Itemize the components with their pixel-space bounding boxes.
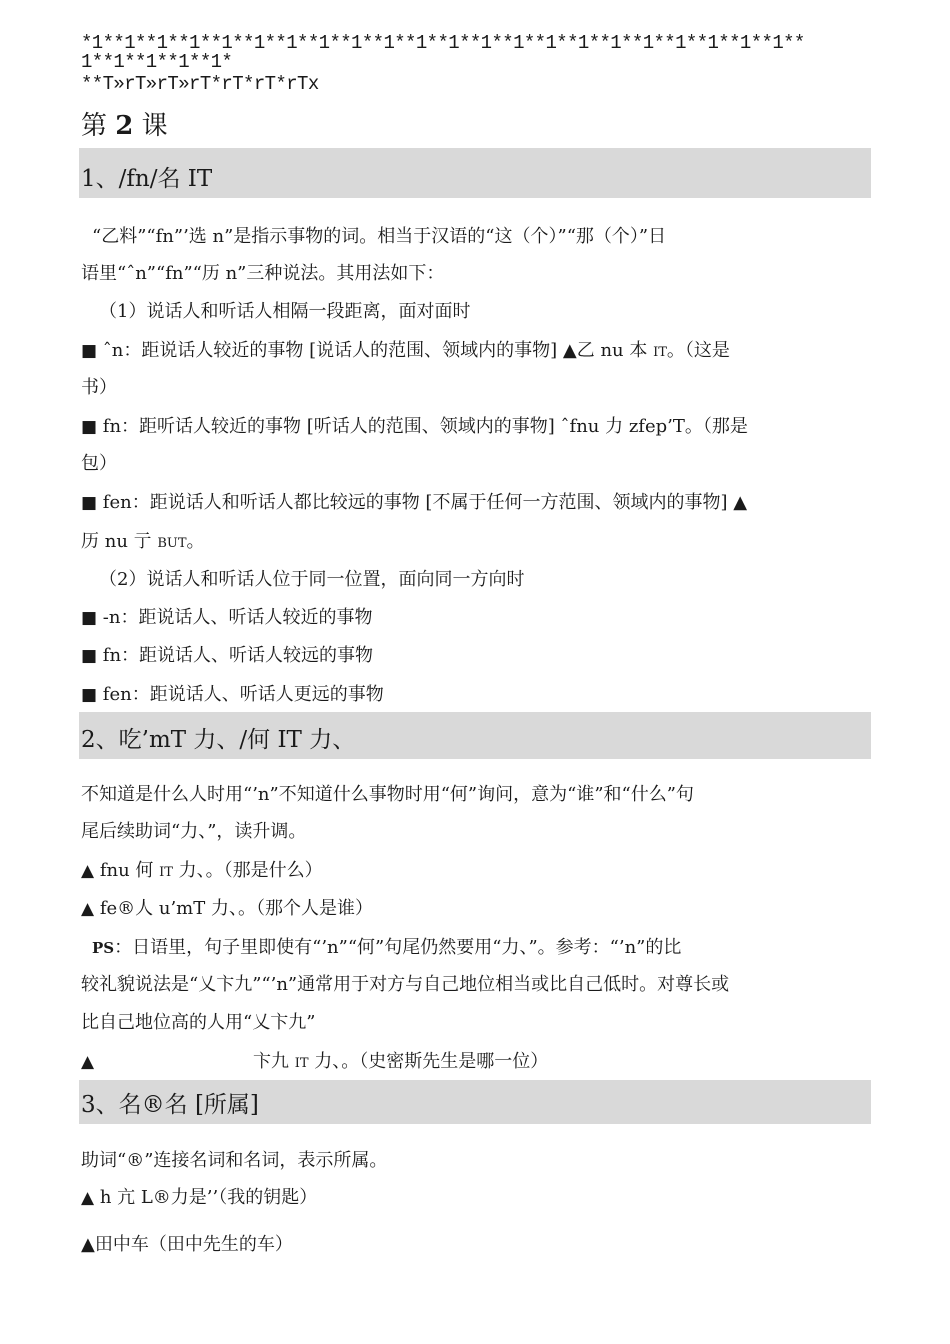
s2-para-line-2: 尾后续助词“力、”，读升调。 [81,821,307,842]
triangle-bullet-icon: ▲ [81,861,95,881]
s2-example-1 [81,860,323,884]
s3-para: 助词“®”连接名词和名词，表示所属。 [81,1150,388,1171]
s1-case-2: （2）说话人和听话人位于同一位置，面向同一方向时 [99,569,525,590]
s1-intro-line-2: 语里“ˆn”“fn”“历 n”三种说法。其用法如下： [81,263,445,284]
s3-example-1-text: h 亢 L®力是’’（我的钥匙） [99,1187,318,1208]
s3-example-1 [81,1187,317,1209]
lesson-title-prefix: 第 [81,111,116,141]
s2-example-3 [253,1051,548,1075]
s3-example-2: ▲田中车（田中先生的车） [81,1234,293,1255]
triangle-bullet-icon: ▲ [81,899,95,919]
square-bullet-icon: ■ [81,685,98,705]
s1-bullet-1 [81,340,730,364]
s1-bullet-3-cont [81,531,205,555]
s2-example-2 [81,898,373,920]
s2-ps-line-1-text: ：日语里，句子里即使有“’n”“何”句尾仍然要用“力、”。参考：“’n”的比 [114,937,682,958]
triangle-bullet-icon: ▲ [81,1188,95,1208]
s2-example-3-text: 卞九 [253,1051,295,1072]
s1-item-2 [81,645,373,667]
s1-bullet-3 [81,492,747,514]
square-bullet-icon: ■ [81,417,98,437]
square-bullet-icon: ■ [81,608,98,628]
s1-bullet-2-text: fn：距听话人较近的事物 [听话人的范围、领域内的事物] ˆfnu 力 zfep’T。（那是 [102,416,748,437]
s1-item-3-text: fen：距说话人、听话人更远的事物 [102,684,384,705]
s2-example-1-text: fnu 何 [99,860,160,881]
s2-example-3-tail: 力、。（史密斯先生是哪一位） [308,1051,549,1072]
lesson-title-suffix: 课 [133,111,168,141]
s1-bullet-3-small: BUT [157,536,187,551]
s2-example-1-small: IT [159,865,173,880]
s2-ps-line-2: 较礼貌说法是“乂卞九”“’n”通常用于对方与自己地位相当或比自己低时。对尊长或 [81,974,730,995]
square-bullet-icon: ■ [81,341,98,361]
s1-bullet-3-cont-text: 历 nu 亍 [81,531,158,552]
s2-example-1-tail: 力、。（那是什么） [172,860,323,881]
s2-ps-line-1 [92,937,681,959]
s1-bullet-1-tail: 。（这是 [666,340,730,361]
s2-example-2-text: fe®人 u’mT 力、。（那个人是谁） [99,898,373,919]
s1-item-1-text: -n：距说话人、听话人较近的事物 [102,607,373,628]
s1-bullet-3-cont-tail: 。 [186,531,205,552]
s1-bullet-3-text: fen：距说话人和听话人都比较远的事物 [不属于任何一方范围、领域内的事物] ▲ [102,492,748,513]
square-bullet-icon: ■ [81,493,98,513]
s2-example-3-small: IT [294,1056,309,1071]
s1-intro-line-1: “乙料”“fn”’选 n”是指示事物的词。相当于汉语的“这（个）”“那（个）”日 [92,226,667,247]
section-2-heading: 2、吃’mT 力、/何 IT 力、 [81,727,356,753]
header-line-2: 1**1**1**1**1* [81,51,233,73]
section-1-heading: 1、/fn/名 IT [81,166,213,192]
square-bullet-icon: ■ [81,646,98,666]
s1-bullet-2 [81,416,748,438]
triangle-bullet-icon: ▲ [81,1052,95,1072]
header-line-3: **T»rT»rT»rT*rT*rT*rTx [81,73,319,95]
lesson-title [81,111,168,141]
s1-item-3 [81,684,384,706]
s1-bullet-1-small: IT [653,345,667,360]
lesson-number: 2 [115,111,134,141]
header-line-1: *1**1**1**1**1**1**1**1**1**1**1**1**1**1**1**1**1**1**1**1**1**1** [81,32,805,54]
ps-label: PS [92,939,115,957]
s1-bullet-2-cont: 包） [81,453,117,474]
s1-case-1: （1）说话人和听话人相隔一段距离，面对面时 [99,301,471,322]
s2-ps-line-3: 比自己地位高的人用“乂卞九” [81,1012,316,1033]
s2-example-3-mark [81,1051,94,1073]
s1-item-2-text: fn：距说话人、听话人较远的事物 [102,645,374,666]
s2-para-line-1: 不知道是什么人时用“’n”不知道什么事物时用“何”询问，意为“谁”和“什么”句 [81,784,694,805]
section-3-heading: 3、名®名 [所属] [81,1092,259,1118]
s1-item-1 [81,607,372,629]
s1-bullet-1-text: ˆn：距说话人较近的事物 [说话人的范围、领域内的事物] ▲乙 nu 本 [102,340,654,361]
s1-bullet-1-cont: 书） [81,377,117,398]
